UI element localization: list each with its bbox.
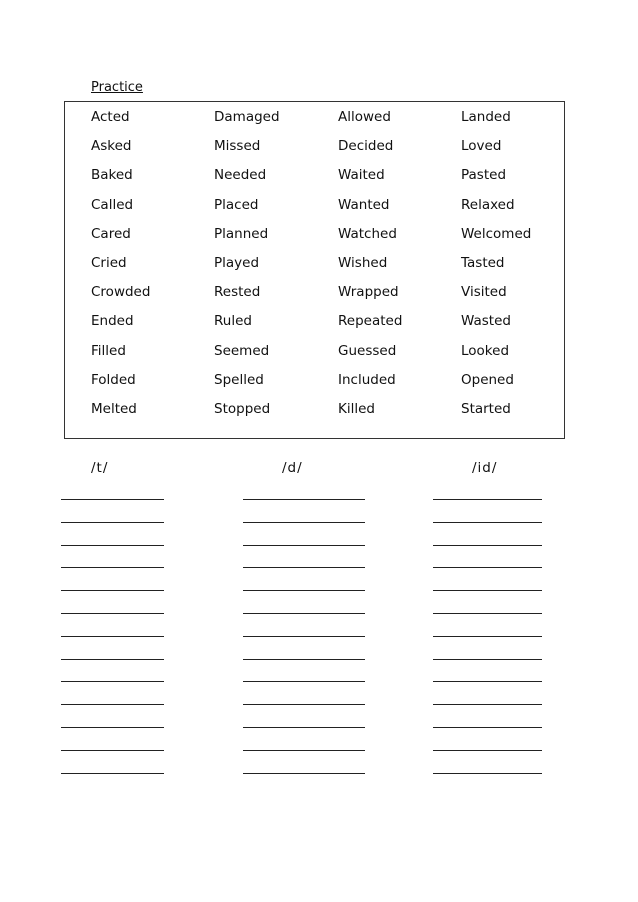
answer-blank-line[interactable] [243, 750, 365, 751]
word-item: Planned [214, 225, 269, 242]
word-item: Filled [91, 342, 126, 359]
answer-blank-line[interactable] [433, 522, 542, 523]
answer-blank-line[interactable] [243, 499, 365, 500]
word-item: Tasted [461, 255, 505, 271]
word-item: Relaxed [461, 196, 515, 213]
word-item: Wrapped [338, 284, 399, 301]
answer-blank-line[interactable] [61, 704, 164, 705]
word-item: Stopped [214, 401, 271, 417]
answer-blank-line[interactable] [433, 750, 542, 751]
word-item: Placed [214, 196, 259, 213]
answer-blank-line[interactable] [433, 704, 542, 705]
answer-blank-line[interactable] [243, 773, 365, 774]
answer-blank-line[interactable] [433, 659, 542, 660]
word-item: Guessed [338, 342, 397, 359]
word-item: Wasted [461, 313, 511, 330]
word-item: Waited [338, 167, 385, 184]
practice-title: Practice [91, 80, 143, 95]
word-item: Seemed [214, 342, 270, 359]
word-item: Wanted [338, 196, 390, 213]
answer-blank-line[interactable] [433, 613, 542, 614]
answer-blank-line[interactable] [433, 567, 542, 568]
word-item: Wished [338, 255, 388, 271]
answer-blank-line[interactable] [61, 522, 164, 523]
word-item: Loved [461, 138, 502, 155]
answer-blank-line[interactable] [243, 590, 365, 591]
answer-blank-line[interactable] [61, 545, 164, 546]
heading-t-sound: /t/ [91, 460, 109, 476]
answer-blank-line[interactable] [243, 727, 365, 728]
answer-blank-line[interactable] [61, 659, 164, 660]
answer-blank-line[interactable] [243, 681, 365, 682]
answer-blank-line[interactable] [61, 727, 164, 728]
word-item: Melted [91, 401, 137, 417]
word-item: Baked [91, 167, 133, 184]
word-item: Acted [91, 109, 130, 125]
answer-blank-line[interactable] [243, 545, 365, 546]
answer-blank-line[interactable] [433, 727, 542, 728]
word-item: Visited [461, 284, 507, 301]
word-item: Decided [338, 138, 394, 155]
answer-blank-line[interactable] [243, 704, 365, 705]
word-item: Included [338, 371, 396, 388]
answer-blank-line[interactable] [61, 590, 164, 591]
answer-blank-line[interactable] [243, 567, 365, 568]
word-item: Rested [214, 284, 261, 301]
word-item: Welcomed [461, 225, 532, 242]
word-item: Pasted [461, 167, 507, 184]
word-item: Damaged [214, 109, 280, 125]
answer-blank-line[interactable] [243, 613, 365, 614]
word-item: Looked [461, 342, 510, 359]
answer-blank-line[interactable] [433, 545, 542, 546]
word-item: Asked [91, 138, 132, 155]
answer-blank-line[interactable] [243, 522, 365, 523]
answer-blank-line[interactable] [433, 773, 542, 774]
answer-blank-line[interactable] [61, 773, 164, 774]
word-item: Played [214, 255, 260, 271]
answer-blank-line[interactable] [243, 659, 365, 660]
answer-blank-line[interactable] [61, 567, 164, 568]
word-item: Folded [91, 371, 136, 388]
answer-blank-line[interactable] [433, 636, 542, 637]
word-item: Killed [338, 401, 375, 417]
heading-id-sound: /id/ [472, 460, 498, 476]
answer-blank-line[interactable] [61, 681, 164, 682]
word-item: Cried [91, 255, 127, 271]
word-item: Ruled [214, 313, 252, 330]
answer-blank-line[interactable] [61, 613, 164, 614]
word-item: Allowed [338, 109, 391, 125]
word-item: Crowded [91, 284, 151, 301]
word-item: Ended [91, 313, 134, 330]
answer-blank-line[interactable] [243, 636, 365, 637]
word-item: Spelled [214, 371, 264, 388]
word-item: Missed [214, 138, 261, 155]
answer-blank-line[interactable] [61, 499, 164, 500]
word-item: Started [461, 401, 511, 417]
word-item: Called [91, 196, 134, 213]
answer-blank-line[interactable] [433, 499, 542, 500]
answer-blank-line[interactable] [433, 590, 542, 591]
word-item: Watched [338, 225, 397, 242]
word-item: Repeated [338, 313, 403, 330]
word-item: Cared [91, 225, 131, 242]
word-item: Opened [461, 371, 514, 388]
answer-blank-line[interactable] [433, 681, 542, 682]
word-item: Landed [461, 109, 511, 125]
heading-d-sound: /d/ [282, 460, 303, 476]
word-item: Needed [214, 167, 267, 184]
answer-blank-line[interactable] [61, 636, 164, 637]
answer-blank-line[interactable] [61, 750, 164, 751]
